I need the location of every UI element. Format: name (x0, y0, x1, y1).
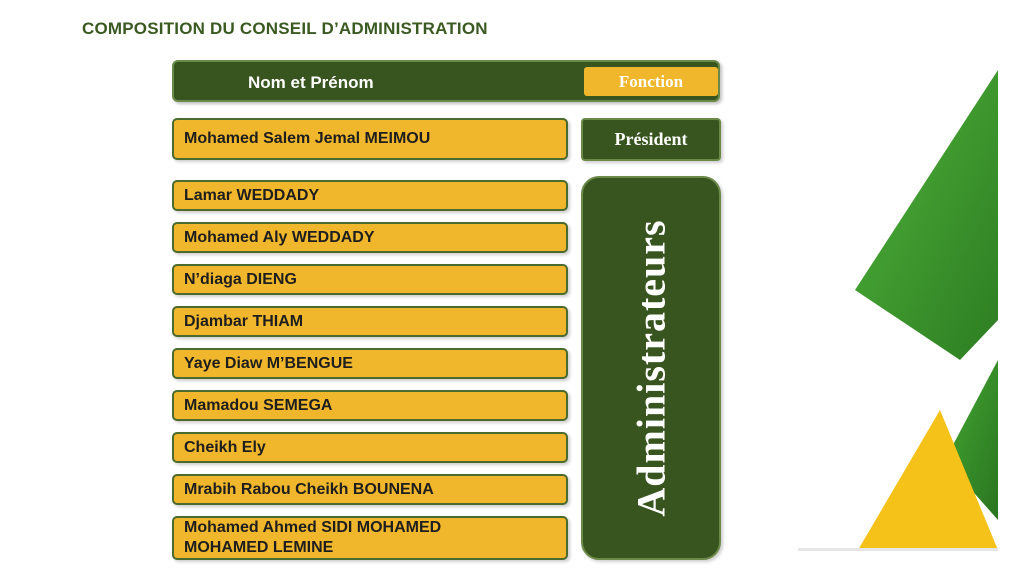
administrators-role: Administrateurs (628, 219, 674, 517)
page-title: COMPOSITION DU CONSEIL D’ADMINISTRATION (82, 19, 488, 38)
administrator-name: Mrabih Rabou Cheikh BOUNENA (184, 480, 434, 498)
administrator-row (172, 264, 568, 295)
administrator-name-line: MOHAMED LEMINE (184, 539, 334, 556)
president-name-row (172, 118, 568, 160)
administrator-row (172, 180, 568, 211)
administrator-row (172, 516, 568, 560)
administrator-name-line: Mohamed Ahmed SIDI MOHAMED (184, 519, 442, 536)
president-name: Mohamed Salem Jemal MEIMOU (184, 130, 431, 147)
table-header (172, 60, 720, 102)
president-role: Président (614, 129, 688, 149)
administrators-role-box (581, 176, 721, 560)
administrator-row (172, 474, 568, 505)
administrator-name (184, 518, 441, 558)
decorative-shapes (780, 0, 1024, 576)
administrator-row (172, 306, 568, 337)
administrator-name: Mamadou SEMEGA (184, 396, 333, 414)
administrator-row (172, 222, 568, 253)
administrator-name: Lamar WEDDADY (184, 186, 320, 204)
administrator-row (172, 348, 568, 379)
green-triangle-top (855, 70, 998, 360)
president-role-box (581, 118, 721, 161)
header-function-label: Fonction (584, 67, 718, 96)
administrator-name: Mohamed Aly WEDDADY (184, 228, 375, 246)
administrator-name: Djambar THIAM (184, 312, 304, 330)
administrator-row (172, 432, 568, 463)
administrator-name: N’diaga DIENG (184, 270, 297, 288)
administrator-name: Cheikh Ely (184, 438, 266, 456)
administrator-name: Yaye Diaw M’BENGUE (184, 354, 353, 372)
administrator-row (172, 390, 568, 421)
baseline (798, 548, 998, 551)
header-name-label: Nom et Prénom (248, 73, 374, 92)
